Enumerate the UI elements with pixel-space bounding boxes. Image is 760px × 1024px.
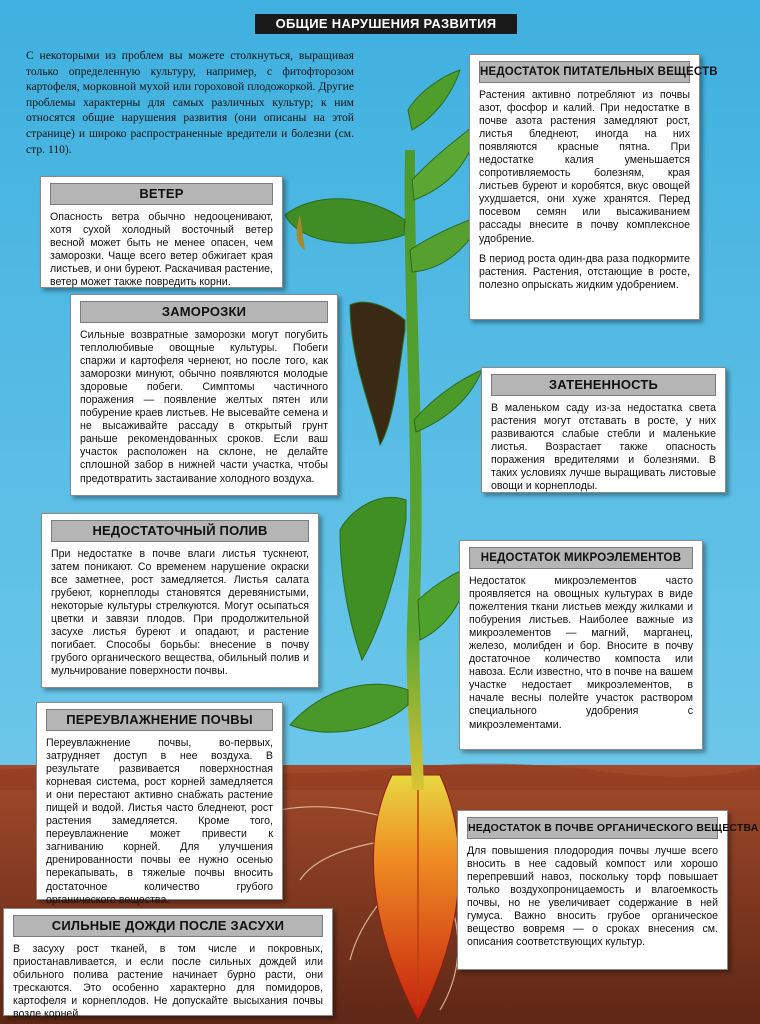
card-nutrients-text-1: Растения активно потребляют из почвы азот, фосфор и калий. При недостатке в почве азота растения замедляют рост, листья бледнеют, иногда на них появляются красные пятна. При недостатке калия уменьшается сопротивляемость болезням, края листьев буреют и коробятся, вкус овощей ухудшается, они хуже хранятся. Перед посевом семян или высаживанием рассады внесите в почву комплексное удобрение. [479,89,690,245]
card-organic [457,810,759,970]
card-nutrients-body [479,89,690,292]
card-waterlogging-text: Переувлажнение почвы, во-первых, затрудняет доступ в нее воздуха. В результате развивается поверхностная корневая система, рост корней замедляется и они перестают активно снабжать растение пищей и водой. Листья часто бледнеют, рост растения замедляется. Кроме того, переувлажнение может привести к загниванию корней. Для улучшения дренированности почвы ее нужно осенью перекапывать, в тяжелые почвы вносить достаточное количество грубого органического вещества. [46,737,273,906]
card-frost-title: ЗАМОРОЗКИ [80,301,328,323]
card-watering-body [51,548,309,678]
card-wind [40,176,283,288]
card-waterlogging-body [46,737,273,907]
card-organic-title: НЕДОСТАТОК В ПОЧВЕ ОРГАНИЧЕСКОГО ВЕЩЕСТВА [467,817,718,839]
card-frost-text: Сильные возвратные заморозки могут погубить теплолюбивые овощные культуры. Побеги спаржи и картофеля чернеют, но после того, как заморозки минуют, обычно появляются молодые здоровые побеги. Симптомы частичного поражения — появление желтых пятен или побурение краев листьев. Не высевайте семена и не высаживайте рассаду в открытый грунт раньше рекомендованных сроков. Если ваш участок расположен на склоне, не делайте сплошной забор в нижней части участка, чтобы предотвратить застаивание холодного воздуха. [80,329,328,485]
card-micro [459,540,703,750]
card-organic-body [467,845,718,949]
card-watering-text: При недостатке в почве влаги листья тускнеют, затем поникают. Со временем нарушение окраски все заметнее, рост замедляется. Листья салата грубеют, корнеплоды становятся деревянистыми, некоторые культуры стрелкуются. Могут осыпаться цветки и завязи плодов. При продолжительной засухе листья буреют и опадают, и растение погибает. Способы борьбы: внесение в почву грубого органического вещества, обильный полив и мульчирование поверхности почвы. [51,548,309,678]
card-micro-title: НЕДОСТАТОК МИКРОЭЛЕМЕНТОВ [469,547,693,569]
card-wind-text: Опасность ветра обычно недооценивают, хотя сухой холодный восточный ветер весной может быть не менее опасен, чем заморозки. Чаще всего ветер обжигает края листьев, и они буреют. Раскачивая растение, ветер может также повредить корни. [50,211,273,289]
card-shade [481,367,726,493]
card-shade-text: В маленьком саду из-за недостатка света растения могут отставать в росте, у них развиваются слабые стебли и маленькие листья. Возрастает также опасность поражения вредителями и болезнями. В таких условиях лучше выращивать листовые овощи и корнеплоды. [491,402,716,493]
card-micro-text: Недостаток микроэлементов часто проявляется на овощных культурах в виде пожелтения ткани листьев между жилками и побурения листьев. Наиболее важные из микроэлементов — магний, марганец, железо, молибден и бор. Вносите в почву достаточное количество компоста или навоза. Если известно, что в почве на вашем участке недостает микроэлементов, в начале весны полейте участок раствором специального удобрения с микроэлементами. [469,575,693,731]
card-nutrients [469,54,718,320]
intro-text: С некоторыми из проблем вы можете столкнуться, выращивая только определенную культуру, например, с фитофторозом картофеля, морковной мухой или гороховой плодожоркой. Другие проблемы характерны для самых различных культур; к ним относятся общие нарушения развития (они описаны на этой странице) и широко распространенные вредители и болезни (см. стр. 110). [26,49,354,156]
card-nutrients-title: НЕДОСТАТОК ПИТАТЕЛЬНЫХ ВЕЩЕСТВ [479,61,690,83]
card-shade-body [491,402,716,493]
card-waterlogging [36,702,283,906]
card-frost [70,294,338,496]
card-rain-title: СИЛЬНЫЕ ДОЖДИ ПОСЛЕ ЗАСУХИ [13,915,323,937]
card-organic-text: Для повышения плодородия почвы лучше всего вносить в нее садовый компост или хорошо перепревший навоз, поскольку торф повышает только воздухопроницаемость и влагоемкость почвы, но не увеличивает содержание в ней гумуса. Важно вносить грубое органическое вещество вовремя — о сроках внесения см. описания соответствующих культур. [467,845,718,949]
card-wind-title: ВЕТЕР [50,183,273,205]
card-waterlogging-title: ПЕРЕУВЛАЖНЕНИЕ ПОЧВЫ [46,709,273,731]
card-rain [3,908,333,1021]
card-watering [41,513,319,688]
card-watering-title: НЕДОСТАТОЧНЫЙ ПОЛИВ [51,520,309,542]
card-frost-body [80,329,328,486]
page-title: ОБЩИЕ НАРУШЕНИЯ РАЗВИТИЯ [255,14,517,34]
card-micro-body [469,575,693,732]
card-shade-title: ЗАТЕНЕННОСТЬ [491,374,716,396]
card-wind-body [50,211,273,289]
card-rain-text: В засуху рост тканей, в том числе и покровных, приостанавливается, и если после сильных дождей или обильного полива растение начинает бурно расти, они трескаются. Это особенно характерно для помидоров, картофеля и корнеплодов. Не допускайте высыхания почвы возле корней. [13,943,323,1021]
card-rain-body [13,943,323,1021]
card-nutrients-text-2: В период роста один-два раза подкормите растения. Растения, отстающие в росте, полезно опрыскать жидким удобрением. [479,252,690,291]
